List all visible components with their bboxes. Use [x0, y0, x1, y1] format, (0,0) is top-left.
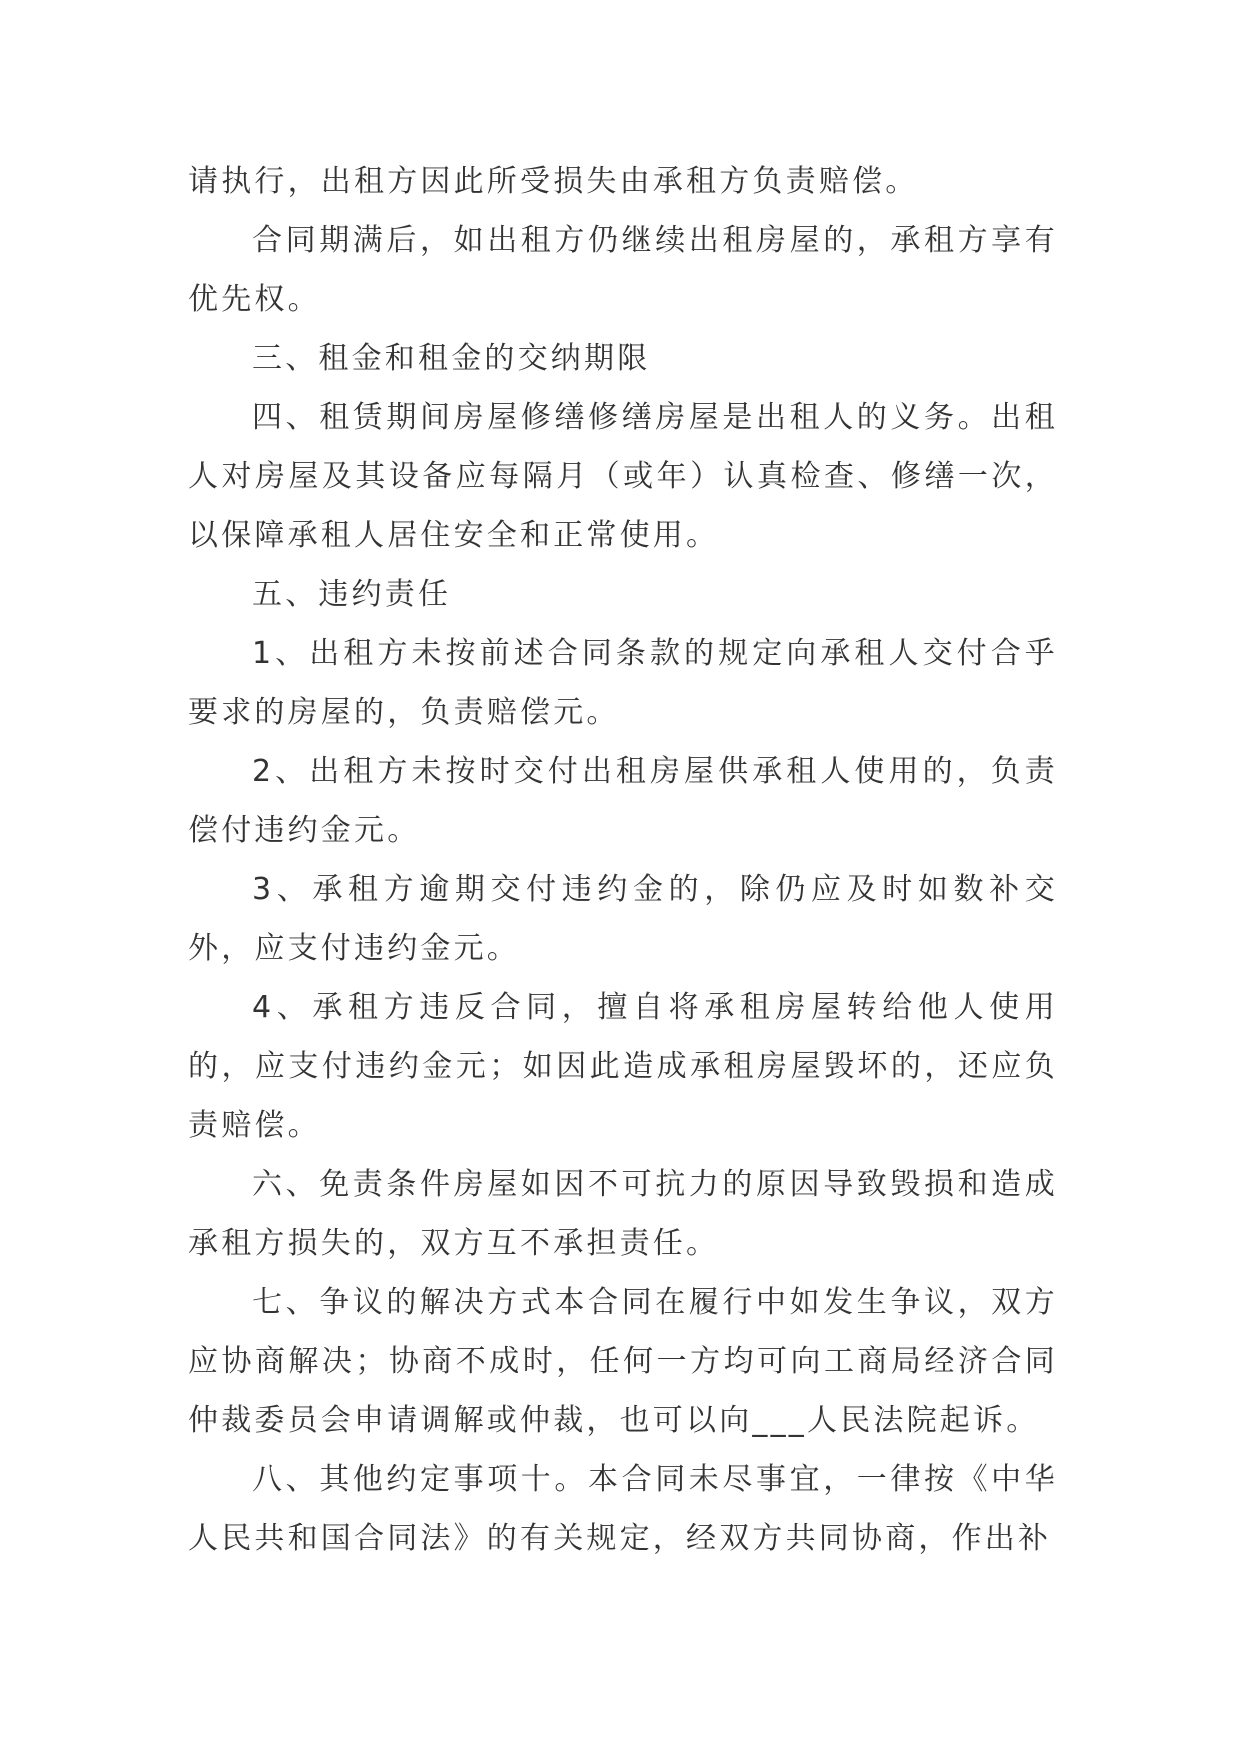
section-heading-rent-terms: 三、租金和租金的交纳期限: [252, 341, 651, 376]
section-exemption: 六、免责条件房屋如因不可抗力的原因导致毁损和造成承租方损失的，双方互不承担责任。: [188, 1167, 1058, 1261]
breach-clause-2: 2、出租方未按时交付出租房屋供承租人使用的，负责偿付违约金元。: [188, 754, 1058, 848]
paragraph-lease-renewal-priority: 合同期满后，如出租方仍继续出租房屋的，承租方享有优先权。: [188, 223, 1058, 317]
document-body: [188, 152, 1058, 1568]
section-other-matters: 八、其他约定事项十。本合同未尽事宜，一律按《中华人民共和国合同法》的有关规定，经双方共同协商，作出补: [188, 1462, 1058, 1556]
section-repairs: 四、租赁期间房屋修缮修缮房屋是出租人的义务。出租人对房屋及其设备应每隔月（或年）认真检查、修缮一次，以保障承租人居住安全和正常使用。: [188, 400, 1058, 553]
breach-clause-3: 3、承租方逾期交付违约金的，除仍应及时如数补交外，应支付违约金元。: [188, 872, 1058, 966]
breach-clause-4: 4、承租方违反合同，擅自将承租房屋转给他人使用的，应支付违约金元；如因此造成承租房屋毁坏的，还应负责赔偿。: [188, 990, 1058, 1143]
section-dispute-resolution: 七、争议的解决方式本合同在履行中如发生争议，双方应协商解决；协商不成时，任何一方均可向工商局经济合同仲裁委员会申请调解或仲裁，也可以向___人民法院起诉。: [188, 1285, 1058, 1438]
paragraph-continuation: 请执行，出租方因此所受损失由承租方负责赔偿。: [188, 164, 919, 199]
section-heading-breach: 五、违约责任: [252, 577, 452, 612]
breach-clause-1: 1、出租方未按前述合同条款的规定向承租人交付合乎要求的房屋的，负责赔偿元。: [188, 636, 1058, 730]
